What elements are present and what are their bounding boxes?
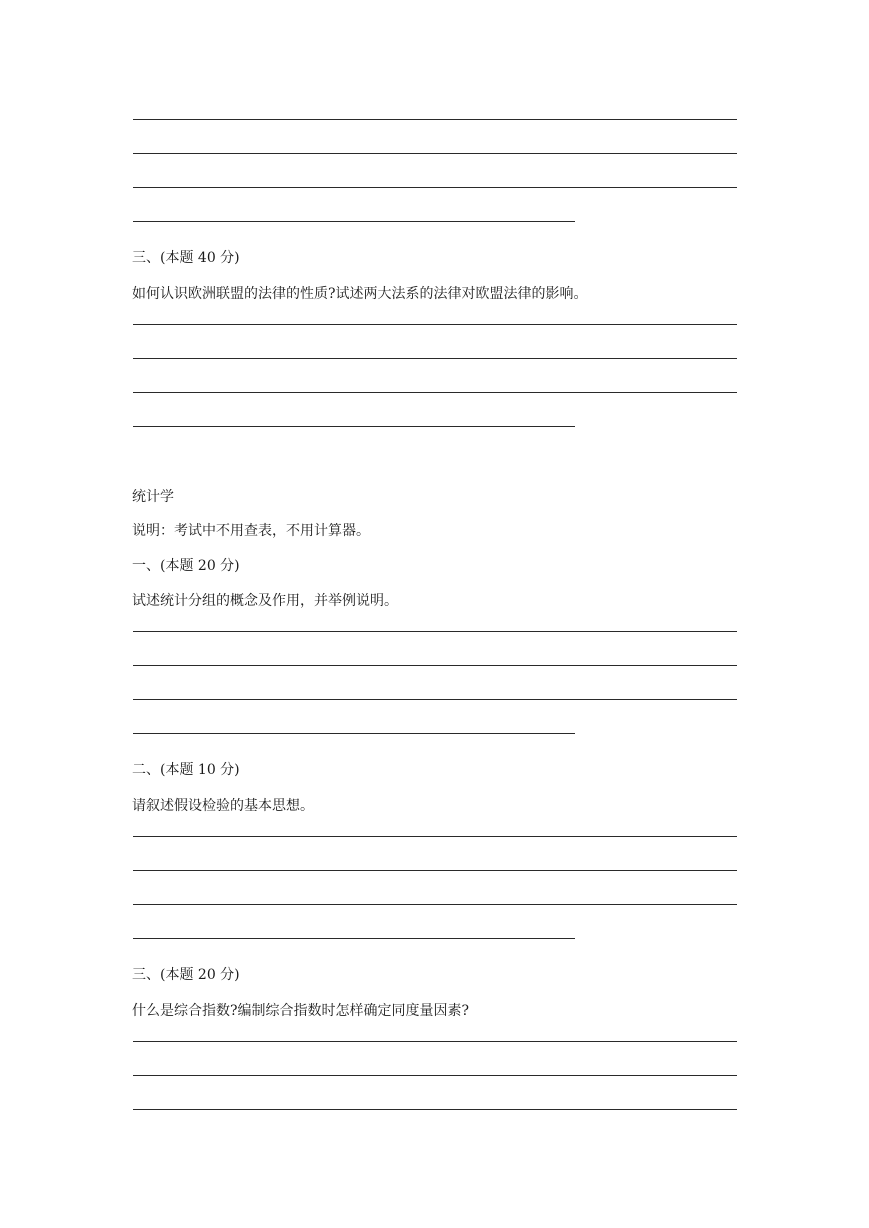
answer-line	[133, 426, 575, 427]
answer-line	[133, 1075, 737, 1076]
question-text: 如何认识欧洲联盟的法律的性质?试述两大法系的法律对欧盟法律的影响。	[132, 286, 588, 302]
answer-line	[133, 733, 575, 734]
answer-line	[133, 870, 737, 871]
answer-line	[133, 1041, 737, 1042]
answer-line	[133, 631, 737, 632]
answer-line	[133, 1109, 737, 1110]
answer-line	[133, 187, 737, 188]
question-text: 试述统计分组的概念及作用，并举例说明。	[132, 593, 398, 609]
question-heading: 三、(本题 20 分)	[132, 967, 240, 983]
question-heading: 二、(本题 10 分)	[132, 762, 240, 778]
answer-line	[133, 324, 737, 325]
question-heading: 三、(本题 40 分)	[132, 250, 240, 266]
question-text: 请叙述假设检验的基本思想。	[132, 798, 314, 814]
exam-note: 说明：考试中不用查表，不用计算器。	[132, 523, 370, 539]
answer-line	[133, 153, 737, 154]
answer-line	[133, 119, 737, 120]
answer-line	[133, 665, 737, 666]
question-heading: 一、(本题 20 分)	[132, 558, 240, 574]
answer-line	[133, 392, 737, 393]
answer-line	[133, 699, 737, 700]
answer-line	[133, 938, 575, 939]
question-text: 什么是综合指数?编制综合指数时怎样确定同度量因素?	[132, 1003, 470, 1019]
answer-line	[133, 836, 737, 837]
answer-line	[133, 221, 575, 222]
section-title: 统计学	[132, 489, 174, 505]
answer-line	[133, 358, 737, 359]
answer-line	[133, 904, 737, 905]
